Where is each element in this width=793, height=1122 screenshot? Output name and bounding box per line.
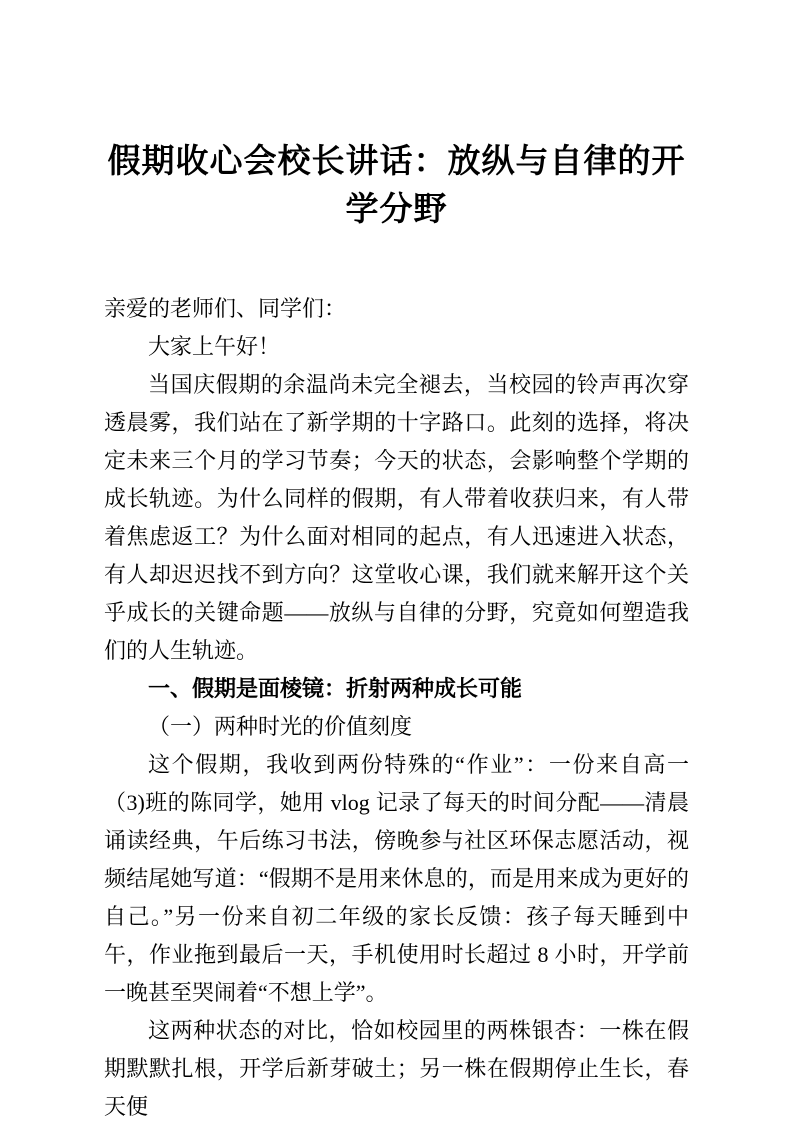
paragraph: 这两种状态的对比，恰如校园里的两株银杏：一株在假期默默扎根，开学后新芽破土；另一株在假期停止生长，春天便 — [104, 1018, 689, 1119]
document-body — [104, 290, 689, 1122]
paragraph: 这个假期，我收到两份特殊的“作业”：一份来自高一（3)班的陈同学，她用 vlog 记录了每天的时间分配——清晨诵读经典，午后练习书法，傍晚参与社区环保志愿活动，视频结尾她写道：“假期不是用来休息的，而是用来成为更好的自己。”另一份来自初二年级的家长反馈：孩子每天睡到中午，作业拖到最后一天，手机使用时长超过 8 小时，开学前一晚甚至哭闹着“不想上学”。 — [104, 752, 689, 1005]
section-heading: 一、假期是面棱镜：折射两种成长可能 — [148, 676, 523, 701]
paragraph: 大家上午好！ — [148, 334, 281, 359]
paragraph: 亲爱的老师们、同学们： — [104, 296, 347, 321]
paragraph: 当国庆假期的余温尚未完全褪去，当校园的铃声再次穿透晨雾，我们站在了新学期的十字路口。此刻的选择，将决定未来三个月的学习节奏；今天的状态，会影响整个学期的成长轨迹。为什么同样的假期，有人带着收获归来，有人带着焦虑返工？为什么面对相同的起点，有人迅速进入状态，有人却迟迟找不到方向？这堂收心课，我们就来解开这个关乎成长的关键命题——放纵与自律的分野，究竟如何塑造我们的人生轨迹。 — [104, 372, 689, 663]
document-title: 假期收心会校长讲话：放纵与自律的开学分野 — [107, 144, 686, 228]
paragraph: （一）两种时光的价值刻度 — [148, 714, 413, 739]
